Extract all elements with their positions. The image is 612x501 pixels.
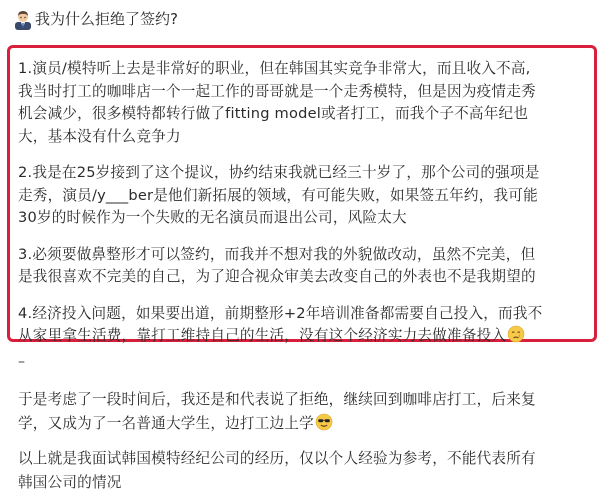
reason-line: 1.演员/模特听上去是非常好的职业，但在韩国其实竞争非常大，而且收入不高, [18,60,531,77]
paragraph-line: 韩国公司的情况 [18,474,122,491]
paragraph-line: 于是考虑了一段时间后，我还是和代表说了拒绝，继续回到咖啡店打工，后来复 [18,391,536,408]
reason-line: 是我很喜欢不完美的自己，为了迎合视众审美去改变自己的外表也不是我期望的 [18,268,536,285]
reason-1 [18,58,584,148]
paragraph-line-last [18,412,536,436]
post-heading [12,6,178,32]
disclaimer-paragraph [18,447,536,495]
reason-line: 3.必须要做鼻整形才可以签约，而我并不想对我的外貌做改动，虽然不完美，但 [18,245,536,263]
section-divider: – [18,354,25,370]
paragraph-line-text: 学，又成为了一名普通大学生，边打工边上学 [18,415,314,432]
reason-line: 我当时打工的咖啡店一个一起工作的哥哥就是一个走秀模特，但是因为疫情走秀 [18,82,536,100]
reason-line: 2.我是在25岁接到了这个提议，协约结束我就已经三十岁了，那个公司的强项是 [18,164,540,181]
reason-line: 4.经济投入问题，如果要出道，前期整形+2年培训准备都需要自己投入，而我不 [18,304,543,322]
reason-line-last [18,325,584,348]
reason-3 [18,244,584,289]
reason-line: 大，基本没有什么竞争力 [18,127,181,145]
crying-face-emoji-icon [507,325,525,343]
reason-line: 机会减少，很多模特都转行做了fitting model或者打工，而我个子不高年纪也 [18,105,529,122]
reason-line-text: 从家里拿生活费，靠打工维持自己的生活，没有这个经济实力去做准备投入 [18,327,507,344]
highlighted-reasons-box [7,45,597,342]
conclusion-paragraph [18,388,536,436]
reason-4 [18,303,584,348]
reason-2 [18,162,584,230]
sunglasses-face-emoji-icon [315,413,333,431]
reason-line: 走秀，演员/y___ber是他们新拓展的领域，有可能失败，如果签五年约，我可能 [18,186,538,204]
person-emoji-icon [12,8,34,30]
paragraph-line: 以上就是我面试韩国模特经纪公司的经历，仅以个人经验为参考，不能代表所有 [18,450,536,467]
heading-text: 我为什么拒绝了签约? [35,10,178,28]
reason-line: 30岁的时候作为一个失败的无名演员而退出公司，风险太大 [18,209,407,226]
